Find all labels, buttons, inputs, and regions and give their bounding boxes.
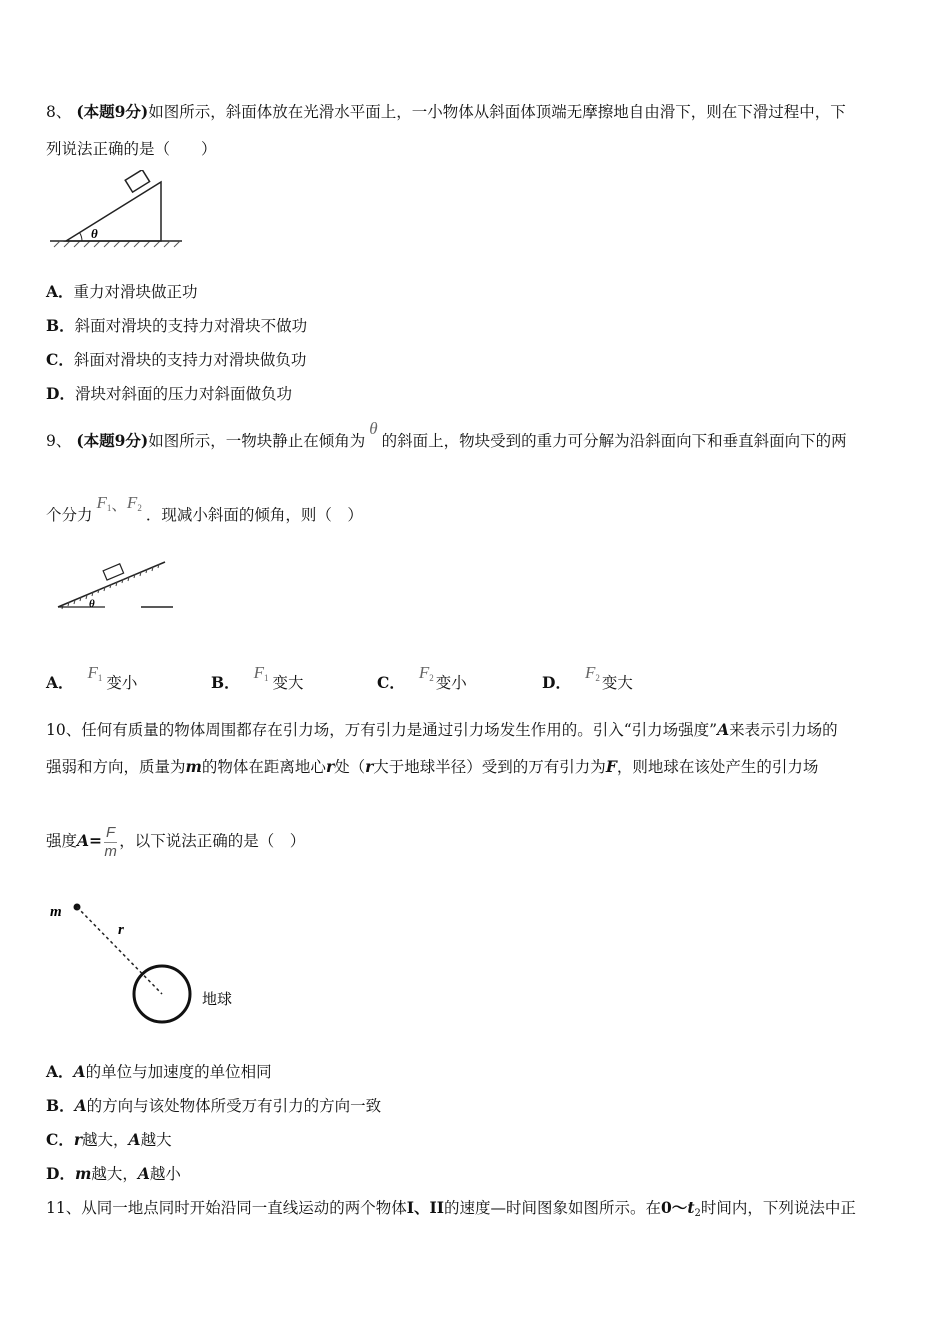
q8-option-d: D．滑块对斜面的压力对斜面做负功 [46, 384, 292, 403]
q10-earth-figure [46, 898, 256, 1028]
q10-line2: 强弱和方向，质量为m的物体在距离地心r处（r大于地球半径）受到的万有引力为F，则地球在该处产生的引力场 [46, 757, 819, 776]
q8-line1 [46, 101, 846, 123]
q10-option-c: C．r越大，A越大 [46, 1130, 172, 1149]
q10-option-b: B．A的方向与该处物体所受万有引力的方向一致 [46, 1096, 382, 1115]
q9-line2: 个分力$F_1$、$F_2$ ．现减小斜面的倾角，则（ ） [46, 493, 363, 524]
q9-option-b: B．$F_1$ 变大 [211, 663, 304, 692]
q8-incline-figure [48, 170, 188, 250]
q10-line3: 强度A= $\frac{F}{m}$ ，以下说法正确的是（ ） [46, 823, 306, 860]
q8-theta-label: θ [91, 226, 98, 241]
q9-line1: 9、 (本题9分)如图所示，一物块静止在倾角为θ的斜面上，物块受到的重力可分解为沿斜面向下和垂直斜面向下的两 [46, 419, 847, 450]
q10-line1: 10、任何有质量的物体周围都存在引力场，万有引力是通过引力场发生作用的。引入“引力场强度”A来表示引力场的 [46, 720, 838, 739]
q9-option-c: C．$F_2$ 变小 [377, 663, 467, 692]
q10-fig-r: r [118, 922, 124, 938]
q9-option-d: D．$F_2$ 变大 [542, 663, 633, 692]
q9-theta-label: θ [89, 598, 95, 610]
q8-score: (本题9分) [76, 102, 149, 121]
q9-incline-figure [55, 556, 185, 616]
q11-line1: 11、从同一地点同时开始沿同一直线运动的两个物体I、II的速度—时间图象如图所示。在$0\sim t_2$时间内，下列说法中正 [46, 1198, 856, 1219]
q8-number: 8、 [46, 103, 72, 121]
q8-option-c: C．斜面对滑块的支持力对滑块做负功 [46, 350, 307, 369]
q8-text1: 如图所示，斜面体放在光滑水平面上，一小物体从斜面体顶端无摩擦地自由滑下，则在下滑过程中，下 [148, 103, 846, 121]
q10-fig-m: m [50, 904, 62, 920]
q8-option-b: B．斜面对滑块的支持力对滑块不做功 [46, 316, 308, 335]
q10-fig-earth: 地球 [202, 990, 233, 1008]
q8-line2: 列说法正确的是（ ） [46, 140, 217, 158]
q10-option-d: D．m越大，A越小 [46, 1164, 181, 1183]
q9-option-a: A．$F_1$ 变小 [46, 663, 138, 692]
q8-option-a: A．重力对滑块做正功 [46, 282, 198, 301]
q10-fraction: $\frac{F}{m}$ [104, 823, 117, 860]
q9-theta: θ [369, 419, 378, 438]
q10-option-a: A．A的单位与加速度的单位相同 [46, 1062, 272, 1081]
